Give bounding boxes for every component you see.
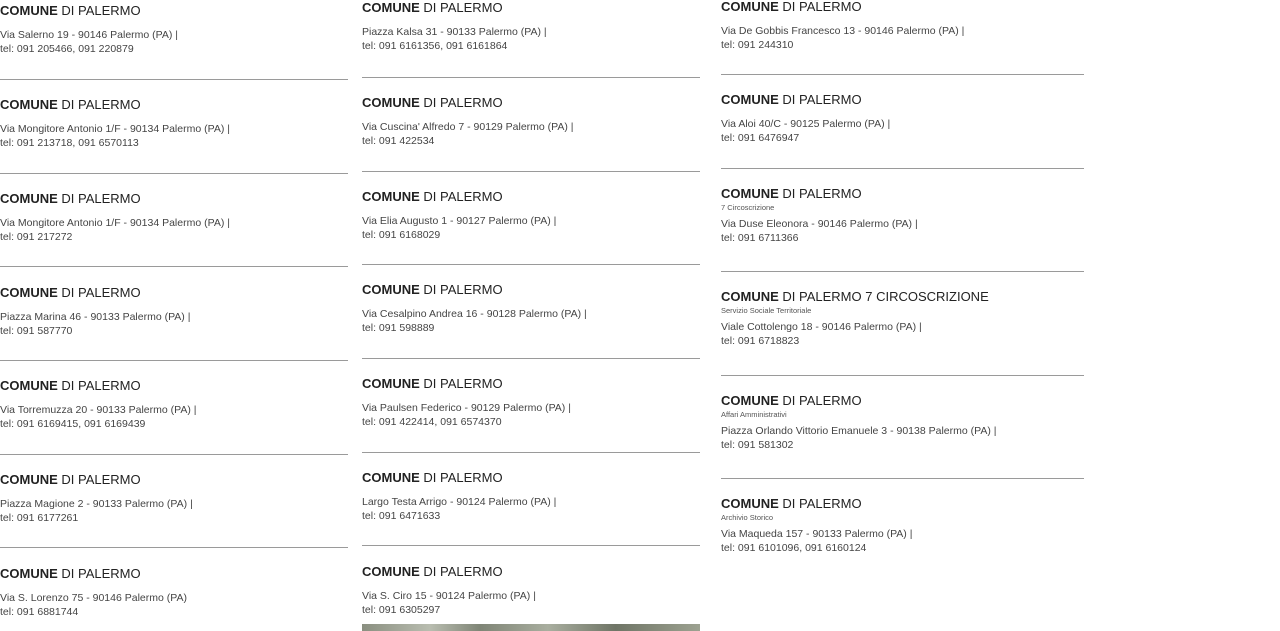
- entry-title[interactable]: [721, 92, 1084, 108]
- listing-entry: [721, 0, 1084, 52]
- entry-phone: tel: 091 6718823: [721, 335, 800, 347]
- entry-phone: tel: 091 422534: [362, 135, 435, 147]
- entry-subtitle: Affari Amministrativi: [721, 410, 787, 419]
- listing-entry: [362, 470, 700, 523]
- entry-title-strong: COMUNE: [362, 189, 420, 204]
- entry-title-strong: COMUNE: [362, 95, 420, 110]
- entry-title[interactable]: [721, 186, 1084, 202]
- entry-title[interactable]: [0, 285, 348, 301]
- entry-phone: tel: 091 6101096, 091 6160124: [721, 542, 867, 554]
- divider: [721, 478, 1084, 479]
- listing-entry: [721, 393, 1084, 452]
- entry-title-rest: DI PALERMO: [778, 186, 862, 201]
- entry-title-rest: DI PALERMO: [778, 496, 862, 511]
- divider: [362, 452, 700, 453]
- entry-title-strong: COMUNE: [721, 0, 779, 14]
- entry-address: Piazza Marina 46 - 90133 Palermo (PA) |: [0, 311, 191, 323]
- entry-address: Largo Testa Arrigo - 90124 Palermo (PA) |: [362, 496, 557, 508]
- entry-title-strong: COMUNE: [0, 285, 58, 300]
- divider: [362, 77, 700, 78]
- entry-address: Via Cuscina' Alfredo 7 - 90129 Palermo (PA) |: [362, 121, 574, 133]
- entry-subtitle: Servizio Sociale Territoriale: [721, 306, 812, 315]
- entry-title-strong: COMUNE: [362, 470, 420, 485]
- divider: [721, 271, 1084, 272]
- entry-title[interactable]: [362, 0, 700, 16]
- entry-subtitle: Archivio Storico: [721, 513, 774, 522]
- entry-title[interactable]: [362, 282, 700, 298]
- entry-title-strong: COMUNE: [0, 472, 58, 487]
- listing-entry: [721, 496, 1084, 555]
- entry-address: Via De Gobbis Francesco 13 - 90146 Palermo (PA) |: [721, 25, 965, 37]
- entry-title[interactable]: [362, 189, 700, 205]
- listing-entry: [0, 191, 348, 244]
- entry-title-rest: DI PALERMO: [419, 376, 503, 391]
- entry-phone: tel: 091 587770: [0, 325, 73, 337]
- entry-phone: tel: 091 244310: [721, 39, 794, 51]
- entry-title-rest: DI PALERMO: [419, 282, 503, 297]
- entry-title-strong: COMUNE: [0, 566, 58, 581]
- entry-address: Via Torremuzza 20 - 90133 Palermo (PA) |: [0, 404, 197, 416]
- entry-address: Via Maqueda 157 - 90133 Palermo (PA) |: [721, 528, 913, 540]
- photo-thumbnail: [362, 624, 700, 631]
- listing-entry: [362, 189, 700, 242]
- listing-entry: [0, 3, 348, 56]
- entry-phone: tel: 091 6476947: [721, 132, 800, 144]
- entry-phone: tel: 091 6305297: [362, 604, 441, 616]
- entry-phone: tel: 091 6169415, 091 6169439: [0, 418, 146, 430]
- entry-title-rest: DI PALERMO: [419, 95, 503, 110]
- entry-title-rest: DI PALERMO: [778, 0, 862, 14]
- entry-title[interactable]: [0, 97, 348, 113]
- entry-title[interactable]: [721, 289, 1084, 305]
- entry-title[interactable]: [721, 393, 1084, 409]
- entry-title[interactable]: [0, 566, 348, 582]
- entry-address: Via Aloi 40/C - 90125 Palermo (PA) |: [721, 118, 891, 130]
- entry-subtitle: 7 Circoscrizione: [721, 203, 775, 212]
- listing-entry: [0, 472, 348, 525]
- entry-phone: tel: 091 6471633: [362, 510, 441, 522]
- entry-title[interactable]: [362, 376, 700, 392]
- divider: [0, 454, 348, 455]
- entry-phone: tel: 091 6711366: [721, 232, 799, 244]
- entry-address: Viale Cottolengo 18 - 90146 Palermo (PA) |: [721, 321, 922, 333]
- entry-title-rest: DI PALERMO: [57, 3, 141, 18]
- entry-address: Via Elia Augusto 1 - 90127 Palermo (PA) |: [362, 215, 557, 227]
- entry-title-rest: DI PALERMO 7 CIRCOSCRIZIONE: [778, 289, 989, 304]
- listing-entry: [721, 289, 1084, 348]
- entry-title-strong: COMUNE: [721, 186, 779, 201]
- divider: [0, 79, 348, 80]
- entry-address: Piazza Orlando Vittorio Emanuele 3 - 90138 Palermo (PA) |: [721, 425, 997, 437]
- divider: [362, 358, 700, 359]
- entry-title-rest: DI PALERMO: [419, 564, 503, 579]
- listing-entry: [0, 378, 348, 431]
- entry-title[interactable]: [0, 378, 348, 394]
- entry-title-strong: COMUNE: [721, 496, 779, 511]
- entry-title-rest: DI PALERMO: [57, 285, 141, 300]
- entry-phone: tel: 091 581302: [721, 439, 794, 451]
- entry-title-strong: COMUNE: [362, 0, 420, 15]
- entry-title[interactable]: [0, 472, 348, 488]
- listing-entry: [362, 0, 700, 53]
- entry-title-rest: DI PALERMO: [778, 92, 862, 107]
- entry-title[interactable]: [0, 191, 348, 207]
- entry-title-strong: COMUNE: [0, 378, 58, 393]
- entry-phone: tel: 091 422414, 091 6574370: [362, 416, 502, 428]
- entry-address: Piazza Magione 2 - 90133 Palermo (PA) |: [0, 498, 193, 510]
- entry-title[interactable]: [362, 564, 700, 580]
- entry-title-strong: COMUNE: [721, 289, 779, 304]
- entry-phone: tel: 091 6881744: [0, 606, 79, 618]
- entry-address: Via Cesalpino Andrea 16 - 90128 Palermo (PA) |: [362, 308, 587, 320]
- entry-title[interactable]: [721, 0, 1084, 15]
- entry-phone: tel: 091 217272: [0, 231, 73, 243]
- divider: [362, 264, 700, 265]
- entry-phone: tel: 091 213718, 091 6570113: [0, 137, 139, 149]
- listing-entry: [362, 376, 700, 429]
- listing-entry: [362, 564, 700, 617]
- divider: [721, 168, 1084, 169]
- divider: [0, 360, 348, 361]
- entry-title-strong: COMUNE: [721, 393, 779, 408]
- entry-address: Via S. Ciro 15 - 90124 Palermo (PA) |: [362, 590, 536, 602]
- entry-title[interactable]: [362, 470, 700, 486]
- entry-title-rest: DI PALERMO: [778, 393, 862, 408]
- entry-title-rest: DI PALERMO: [57, 566, 141, 581]
- listing-entry: [0, 566, 348, 619]
- entry-title-strong: COMUNE: [362, 564, 420, 579]
- entry-title-strong: COMUNE: [362, 376, 420, 391]
- entry-title-rest: DI PALERMO: [57, 378, 141, 393]
- entry-title-rest: DI PALERMO: [57, 191, 141, 206]
- divider: [721, 375, 1084, 376]
- entry-title-rest: DI PALERMO: [419, 189, 503, 204]
- entry-phone: tel: 091 6168029: [362, 229, 441, 241]
- entry-address: Via Paulsen Federico - 90129 Palermo (PA) |: [362, 402, 571, 414]
- entry-title[interactable]: [362, 95, 700, 111]
- divider: [0, 547, 348, 548]
- divider: [721, 74, 1084, 75]
- listing-entry: [721, 92, 1084, 145]
- divider: [362, 545, 700, 546]
- entry-address: Via Salerno 19 - 90146 Palermo (PA) |: [0, 29, 179, 41]
- entry-title[interactable]: [721, 496, 1084, 512]
- entry-address: Piazza Kalsa 31 - 90133 Palermo (PA) |: [362, 26, 547, 38]
- divider: [0, 173, 348, 174]
- entry-title-rest: DI PALERMO: [419, 470, 503, 485]
- entry-phone: tel: 091 6177261: [0, 512, 79, 524]
- divider: [0, 266, 348, 267]
- entry-phone: tel: 091 205466, 091 220879: [0, 43, 134, 55]
- entry-phone: tel: 091 6161356, 091 6161864: [362, 40, 508, 52]
- entry-title-strong: COMUNE: [0, 191, 58, 206]
- entry-address: Via Mongitore Antonio 1/F - 90134 Palermo (PA) |: [0, 123, 230, 135]
- entry-title-strong: COMUNE: [0, 3, 58, 18]
- entry-title[interactable]: [0, 3, 348, 19]
- entry-title-strong: COMUNE: [0, 97, 58, 112]
- entry-title-strong: COMUNE: [362, 282, 420, 297]
- entry-address: Via S. Lorenzo 75 - 90146 Palermo (PA): [0, 592, 187, 604]
- entry-address: Via Duse Eleonora - 90146 Palermo (PA) |: [721, 218, 918, 230]
- entry-title-rest: DI PALERMO: [57, 472, 141, 487]
- listing-entry: [362, 282, 700, 335]
- entry-address: Via Mongitore Antonio 1/F - 90134 Palermo (PA) |: [0, 217, 230, 229]
- listing-entry: [0, 97, 348, 150]
- entry-title-strong: COMUNE: [721, 92, 779, 107]
- listing-entry: [362, 95, 700, 148]
- divider: [362, 171, 700, 172]
- entry-title-rest: DI PALERMO: [57, 97, 141, 112]
- listing-entry: [0, 285, 348, 338]
- entry-phone: tel: 091 598889: [362, 322, 435, 334]
- listing-entry: [721, 186, 1084, 245]
- entry-title-rest: DI PALERMO: [419, 0, 503, 15]
